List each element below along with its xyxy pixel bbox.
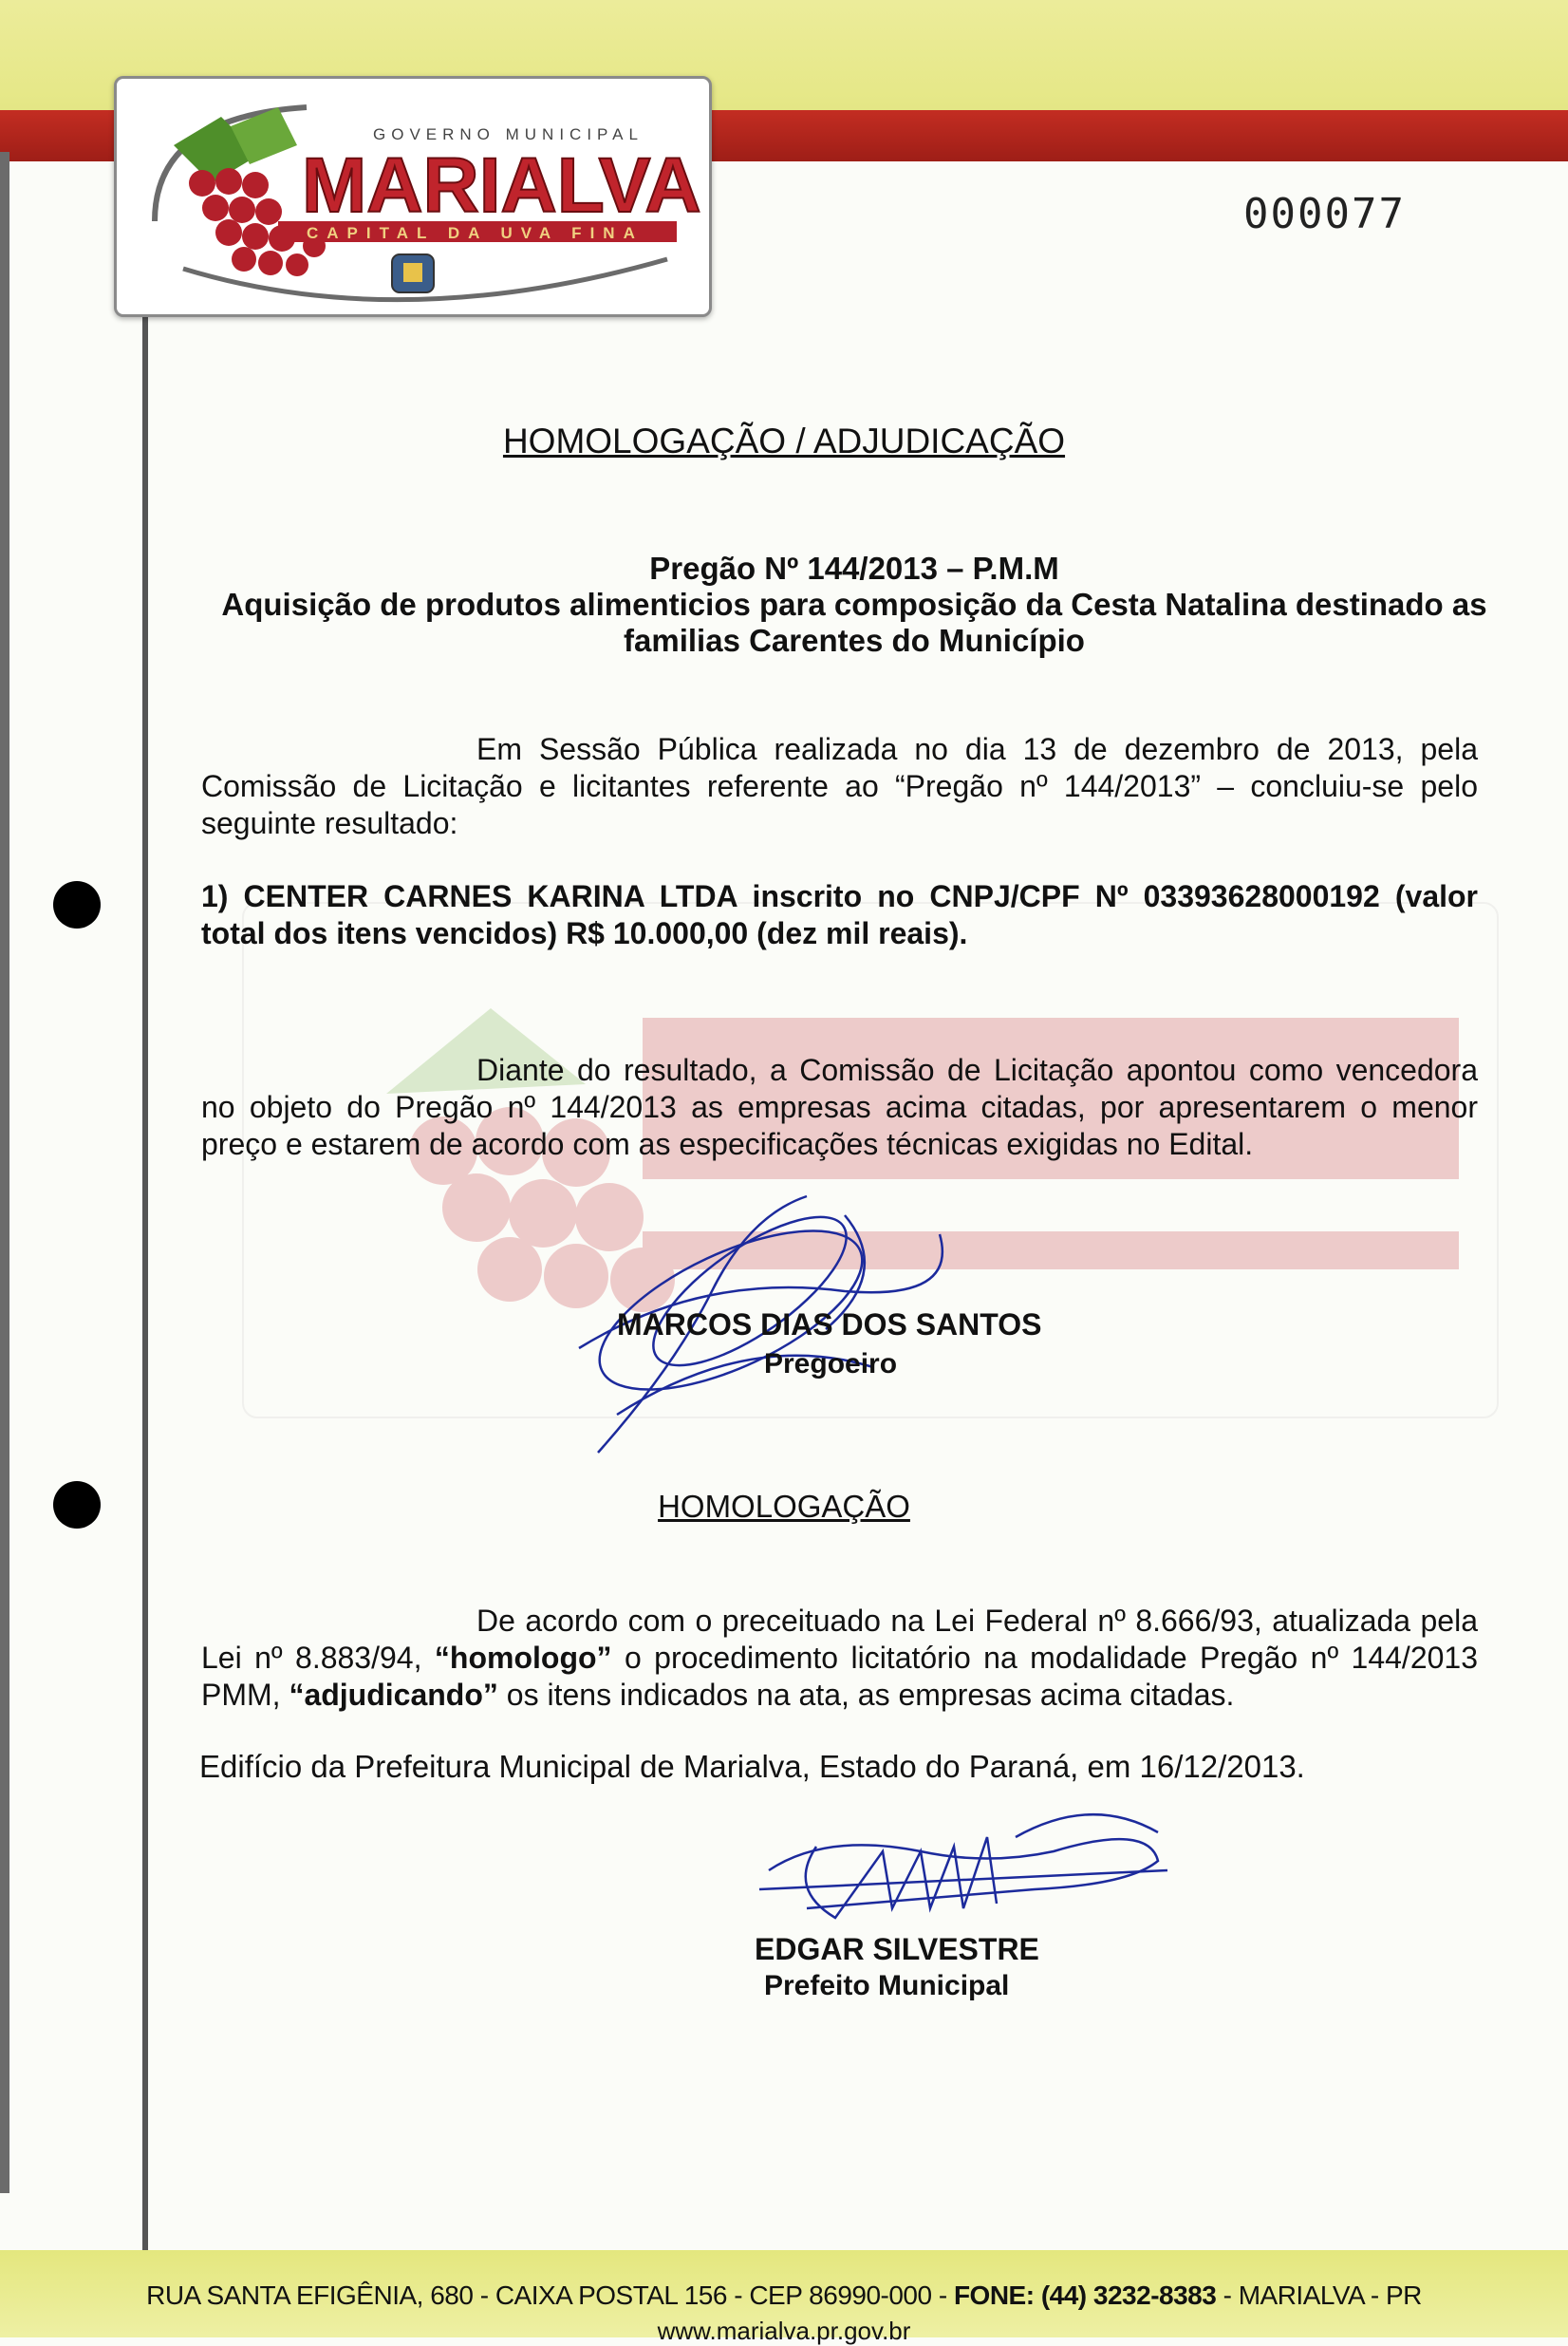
prefeito-role: Prefeito Municipal (764, 1970, 1010, 2001)
homologation-paragraph (201, 1603, 1478, 1714)
footer-address (0, 2280, 1568, 2311)
homologation-text-3: os itens indicados na ata, as empresas acima citadas. (497, 1678, 1235, 1712)
adjudicando-emphasis: “adjudicando” (289, 1678, 498, 1712)
homologation-text-1: De acordo com o preceituado na Lei Federal nº 8.666/93, atualizada pela Lei nº 8.883/94, (201, 1604, 1478, 1675)
logo-graphic (117, 79, 709, 314)
punch-hole (53, 881, 101, 929)
procurement-description: Aquisição de produtos alimenticios para composição da Cesta Natalina destinado as (221, 587, 1487, 622)
winner-paragraph (201, 1052, 1478, 1163)
homologo-emphasis: “homologo” (434, 1641, 612, 1675)
session-text: Em Sessão Pública realizada no dia 13 de dezembro de 2013, pela Comissão de Licitação e licitantes referente ao “Pregão nº 144/2013” – concluiu-se pelo seguinte resultado: (201, 732, 1478, 840)
pregoeiro-name: MARCOS DIAS DOS SANTOS (617, 1307, 1042, 1342)
logo-top-text: GOVERNO MUNICIPAL (373, 125, 644, 143)
footer-city: - MARIALVA - PR (1216, 2280, 1422, 2310)
footer-phone: FONE: (44) 3232-8383 (953, 2280, 1217, 2310)
prefeito-signature (750, 1794, 1177, 1937)
municipal-logo (114, 76, 712, 317)
pregoeiro-role: Pregoeiro (764, 1348, 898, 1379)
document-number: 000077 (1243, 190, 1406, 238)
footer-website[interactable]: www.marialva.pr.gov.br (657, 2317, 911, 2345)
session-paragraph (201, 731, 1478, 842)
result-item: 1) CENTER CARNES KARINA LTDA inscrito no CNPJ/CPF Nº 03393628000192 (valor total dos itens vencidos) R$ 10.000,00 (dez mil reais). (201, 879, 1478, 950)
homologation-text-2: o procedimento licitatório na modalidade Pregão nº 144/2013 PMM, (201, 1641, 1479, 1712)
procurement-description-cont: familias Carentes do Município (624, 623, 1085, 658)
footer-address-text: RUA SANTA EFIGÊNIA, 680 - CAIXA POSTAL 156 - CEP 86990-000 - (146, 2280, 954, 2310)
logo-tagline: CAPITAL DA UVA FINA (307, 224, 644, 242)
procurement-number: Pregão Nº 144/2013 – P.M.M (649, 551, 1059, 586)
closing-location-date: Edifício da Prefeitura Municipal de Marialva, Estado do Paraná, em 16/12/2013. (199, 1749, 1305, 1784)
coat-of-arms-icon (392, 254, 434, 292)
homologacao-title: HOMOLOGAÇÃO (658, 1489, 910, 1524)
prefeito-name: EDGAR SILVESTRE (755, 1932, 1039, 1966)
winner-text: Diante do resultado, a Comissão de Licitação apontou como vencedora no objeto do Pregão nº 144/2013 as empresas acima citadas, por apresentarem o menor preço e estarem de acordo com as especificações técnicas exigidas no Edital. (201, 1053, 1478, 1161)
page-title: HOMOLOGAÇÃO / ADJUDICAÇÃO (502, 422, 1066, 460)
logo-name: MARIALVA (302, 142, 701, 229)
